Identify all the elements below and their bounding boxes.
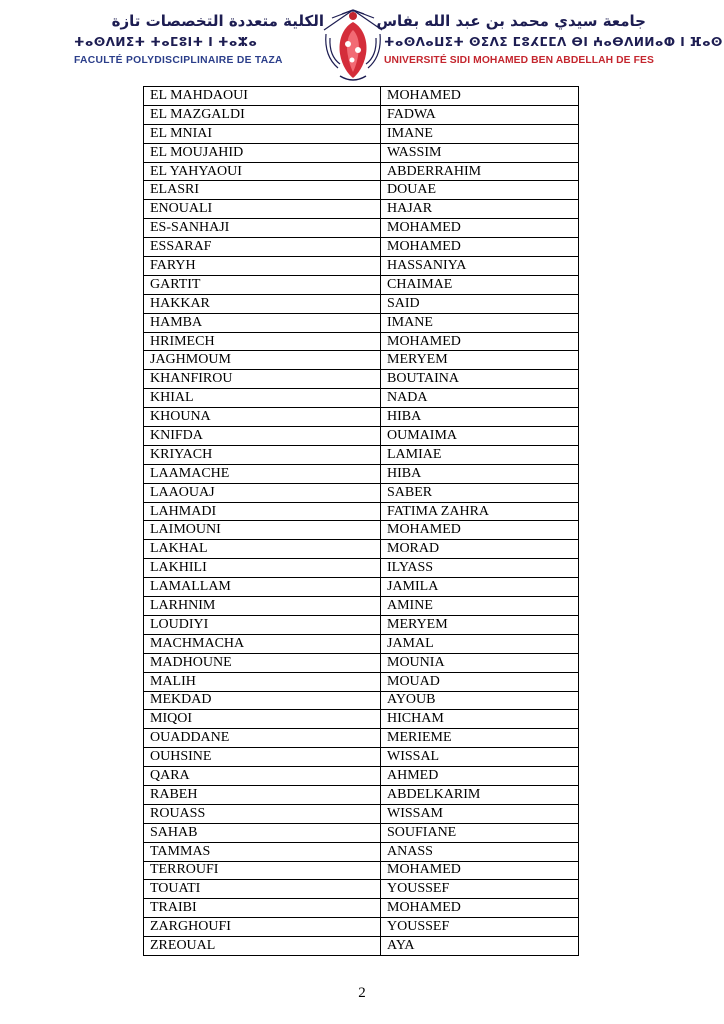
first-name-cell: AMINE [381,597,579,616]
table-row [144,257,579,276]
table-row [144,521,579,540]
first-name-cell: FATIMA ZAHRA [381,502,579,521]
first-name-cell: WASSIM [381,143,579,162]
table-row [144,483,579,502]
first-name-cell: HIBA [381,464,579,483]
last-name-cell: HRIMECH [144,332,381,351]
table-row [144,540,579,559]
page-header [0,0,724,86]
first-name-cell: ABDERRAHIM [381,162,579,181]
table-row [144,899,579,918]
first-name-cell: DOUAE [381,181,579,200]
names-table-body [144,87,579,956]
last-name-cell: OUHSINE [144,748,381,767]
table-row [144,861,579,880]
table-row [144,87,579,106]
table-row [144,294,579,313]
first-name-cell: AHMED [381,767,579,786]
first-name-cell: NADA [381,389,579,408]
university-name-tifinagh: ⵜⴰⵙⴷⴰⵡⵉⵜ ⵙⵉⴷⵉ ⵎⵓⵃⵎⵎⴷ ⴱⵏ ⵄⴰⴱⴷⵍⵍⴰⵀ ⵏ ⴼⴰⵙ [384,35,723,49]
last-name-cell: LOUDIYI [144,615,381,634]
first-name-cell: MERYEM [381,615,579,634]
last-name-cell: LARHNIM [144,597,381,616]
last-name-cell: RABEH [144,785,381,804]
first-name-cell: MOHAMED [381,521,579,540]
table-row [144,351,579,370]
table-row [144,313,579,332]
last-name-cell: KNIFDA [144,427,381,446]
last-name-cell: TRAIBI [144,899,381,918]
last-name-cell: SAHAB [144,823,381,842]
first-name-cell: JAMAL [381,634,579,653]
last-name-cell: LAMALLAM [144,578,381,597]
first-name-cell: SABER [381,483,579,502]
table-row [144,653,579,672]
table-row [144,427,579,446]
first-name-cell: IMANE [381,124,579,143]
last-name-cell: KHOUNA [144,408,381,427]
table-row [144,275,579,294]
last-name-cell: KRIYACH [144,445,381,464]
table-row [144,729,579,748]
last-name-cell: MACHMACHA [144,634,381,653]
first-name-cell: MOHAMED [381,899,579,918]
first-name-cell: MERYEM [381,351,579,370]
table-row [144,219,579,238]
table-row [144,691,579,710]
first-name-cell: MOHAMED [381,238,579,257]
table-row [144,464,579,483]
last-name-cell: HAKKAR [144,294,381,313]
last-name-cell: QARA [144,767,381,786]
table-row [144,785,579,804]
last-name-cell: ESSARAF [144,238,381,257]
last-name-cell: KHIAL [144,389,381,408]
first-name-cell: SOUFIANE [381,823,579,842]
last-name-cell: MEKDAD [144,691,381,710]
first-name-cell: OUMAIMA [381,427,579,446]
last-name-cell: LAAMACHE [144,464,381,483]
first-name-cell: BOUTAINA [381,370,579,389]
faculty-name-french: FACULTÉ POLYDISCIPLINAIRE DE TAZA [74,55,283,66]
faculty-name-tifinagh: ⵜⴰⵙⴷⵍⵉⵜ ⵜⴰⵎⵓⵏⵜ ⵏ ⵜⴰⵣⴰ [74,35,258,49]
table-row [144,615,579,634]
first-name-cell: ABDELKARIM [381,785,579,804]
page-number: 2 [358,985,366,1001]
last-name-cell: KHANFIROU [144,370,381,389]
table-row [144,597,579,616]
table-row [144,748,579,767]
first-name-cell: YOUSSEF [381,918,579,937]
table-row [144,124,579,143]
university-name-arabic: جامعة سيدي محمد بن عبد الله بفاس [376,12,646,30]
first-name-cell: SAID [381,294,579,313]
last-name-cell: ZREOUAL [144,937,381,956]
last-name-cell: TERROUFI [144,861,381,880]
last-name-cell: ES-SANHAJI [144,219,381,238]
last-name-cell: MALIH [144,672,381,691]
table-row [144,842,579,861]
table-row [144,710,579,729]
first-name-cell: MOHAMED [381,861,579,880]
last-name-cell: FARYH [144,257,381,276]
first-name-cell: MORAD [381,540,579,559]
last-name-cell: EL YAHYAOUI [144,162,381,181]
table-row [144,408,579,427]
table-row [144,105,579,124]
last-name-cell: LAHMADI [144,502,381,521]
first-name-cell: MOUAD [381,672,579,691]
first-name-cell: WISSAL [381,748,579,767]
first-name-cell: MOHAMED [381,87,579,106]
table-row [144,767,579,786]
last-name-cell: MIQOI [144,710,381,729]
table-row [144,804,579,823]
first-name-cell: AYOUB [381,691,579,710]
table-row [144,634,579,653]
last-name-cell: ELASRI [144,181,381,200]
last-name-cell: ROUASS [144,804,381,823]
first-name-cell: HIBA [381,408,579,427]
first-name-cell: HICHAM [381,710,579,729]
table-row [144,502,579,521]
last-name-cell: LAKHILI [144,559,381,578]
first-name-cell: CHAIMAE [381,275,579,294]
first-name-cell: MERIEME [381,729,579,748]
university-name-french: UNIVERSITÉ SIDI MOHAMED BEN ABDELLAH DE FES [384,55,654,66]
last-name-cell: HAMBA [144,313,381,332]
faculty-name-arabic: الكلية متعددة التخصصات تازة [111,12,324,30]
last-name-cell: TOUATI [144,880,381,899]
first-name-cell: LAMIAE [381,445,579,464]
first-name-cell: HAJAR [381,200,579,219]
first-name-cell: MOUNIA [381,653,579,672]
table-row [144,578,579,597]
table-row [144,238,579,257]
last-name-cell: JAGHMOUM [144,351,381,370]
table-row [144,332,579,351]
last-name-cell: LAKHAL [144,540,381,559]
first-name-cell: ANASS [381,842,579,861]
last-name-cell: ZARGHOUFI [144,918,381,937]
table-row [144,937,579,956]
first-name-cell: FADWA [381,105,579,124]
first-name-cell: ILYASS [381,559,579,578]
first-name-cell: AYA [381,937,579,956]
table-row [144,445,579,464]
first-name-cell: HASSANIYA [381,257,579,276]
first-name-cell: IMANE [381,313,579,332]
table-row [144,389,579,408]
last-name-cell: LAIMOUNI [144,521,381,540]
first-name-cell: MOHAMED [381,219,579,238]
last-name-cell: LAAOUAJ [144,483,381,502]
table-row [144,823,579,842]
table-row [144,559,579,578]
table-row [144,370,579,389]
first-name-cell: YOUSSEF [381,880,579,899]
last-name-cell: ENOUALI [144,200,381,219]
university-heading [376,12,723,68]
table-row [144,672,579,691]
table-row [144,200,579,219]
first-name-cell: JAMILA [381,578,579,597]
last-name-cell: GARTIT [144,275,381,294]
last-name-cell: EL MOUJAHID [144,143,381,162]
last-name-cell: MADHOUNE [144,653,381,672]
table-row [144,162,579,181]
names-table [143,86,579,956]
faculty-heading [74,12,324,68]
first-name-cell: WISSAM [381,804,579,823]
first-name-cell: MOHAMED [381,332,579,351]
last-name-cell: OUADDANE [144,729,381,748]
table-row [144,143,579,162]
last-name-cell: EL MAZGALDI [144,105,381,124]
table-row [144,880,579,899]
last-name-cell: TAMMAS [144,842,381,861]
table-row [144,181,579,200]
last-name-cell: EL MNIAI [144,124,381,143]
table-row [144,918,579,937]
last-name-cell: EL MAHDAOUI [144,87,381,106]
